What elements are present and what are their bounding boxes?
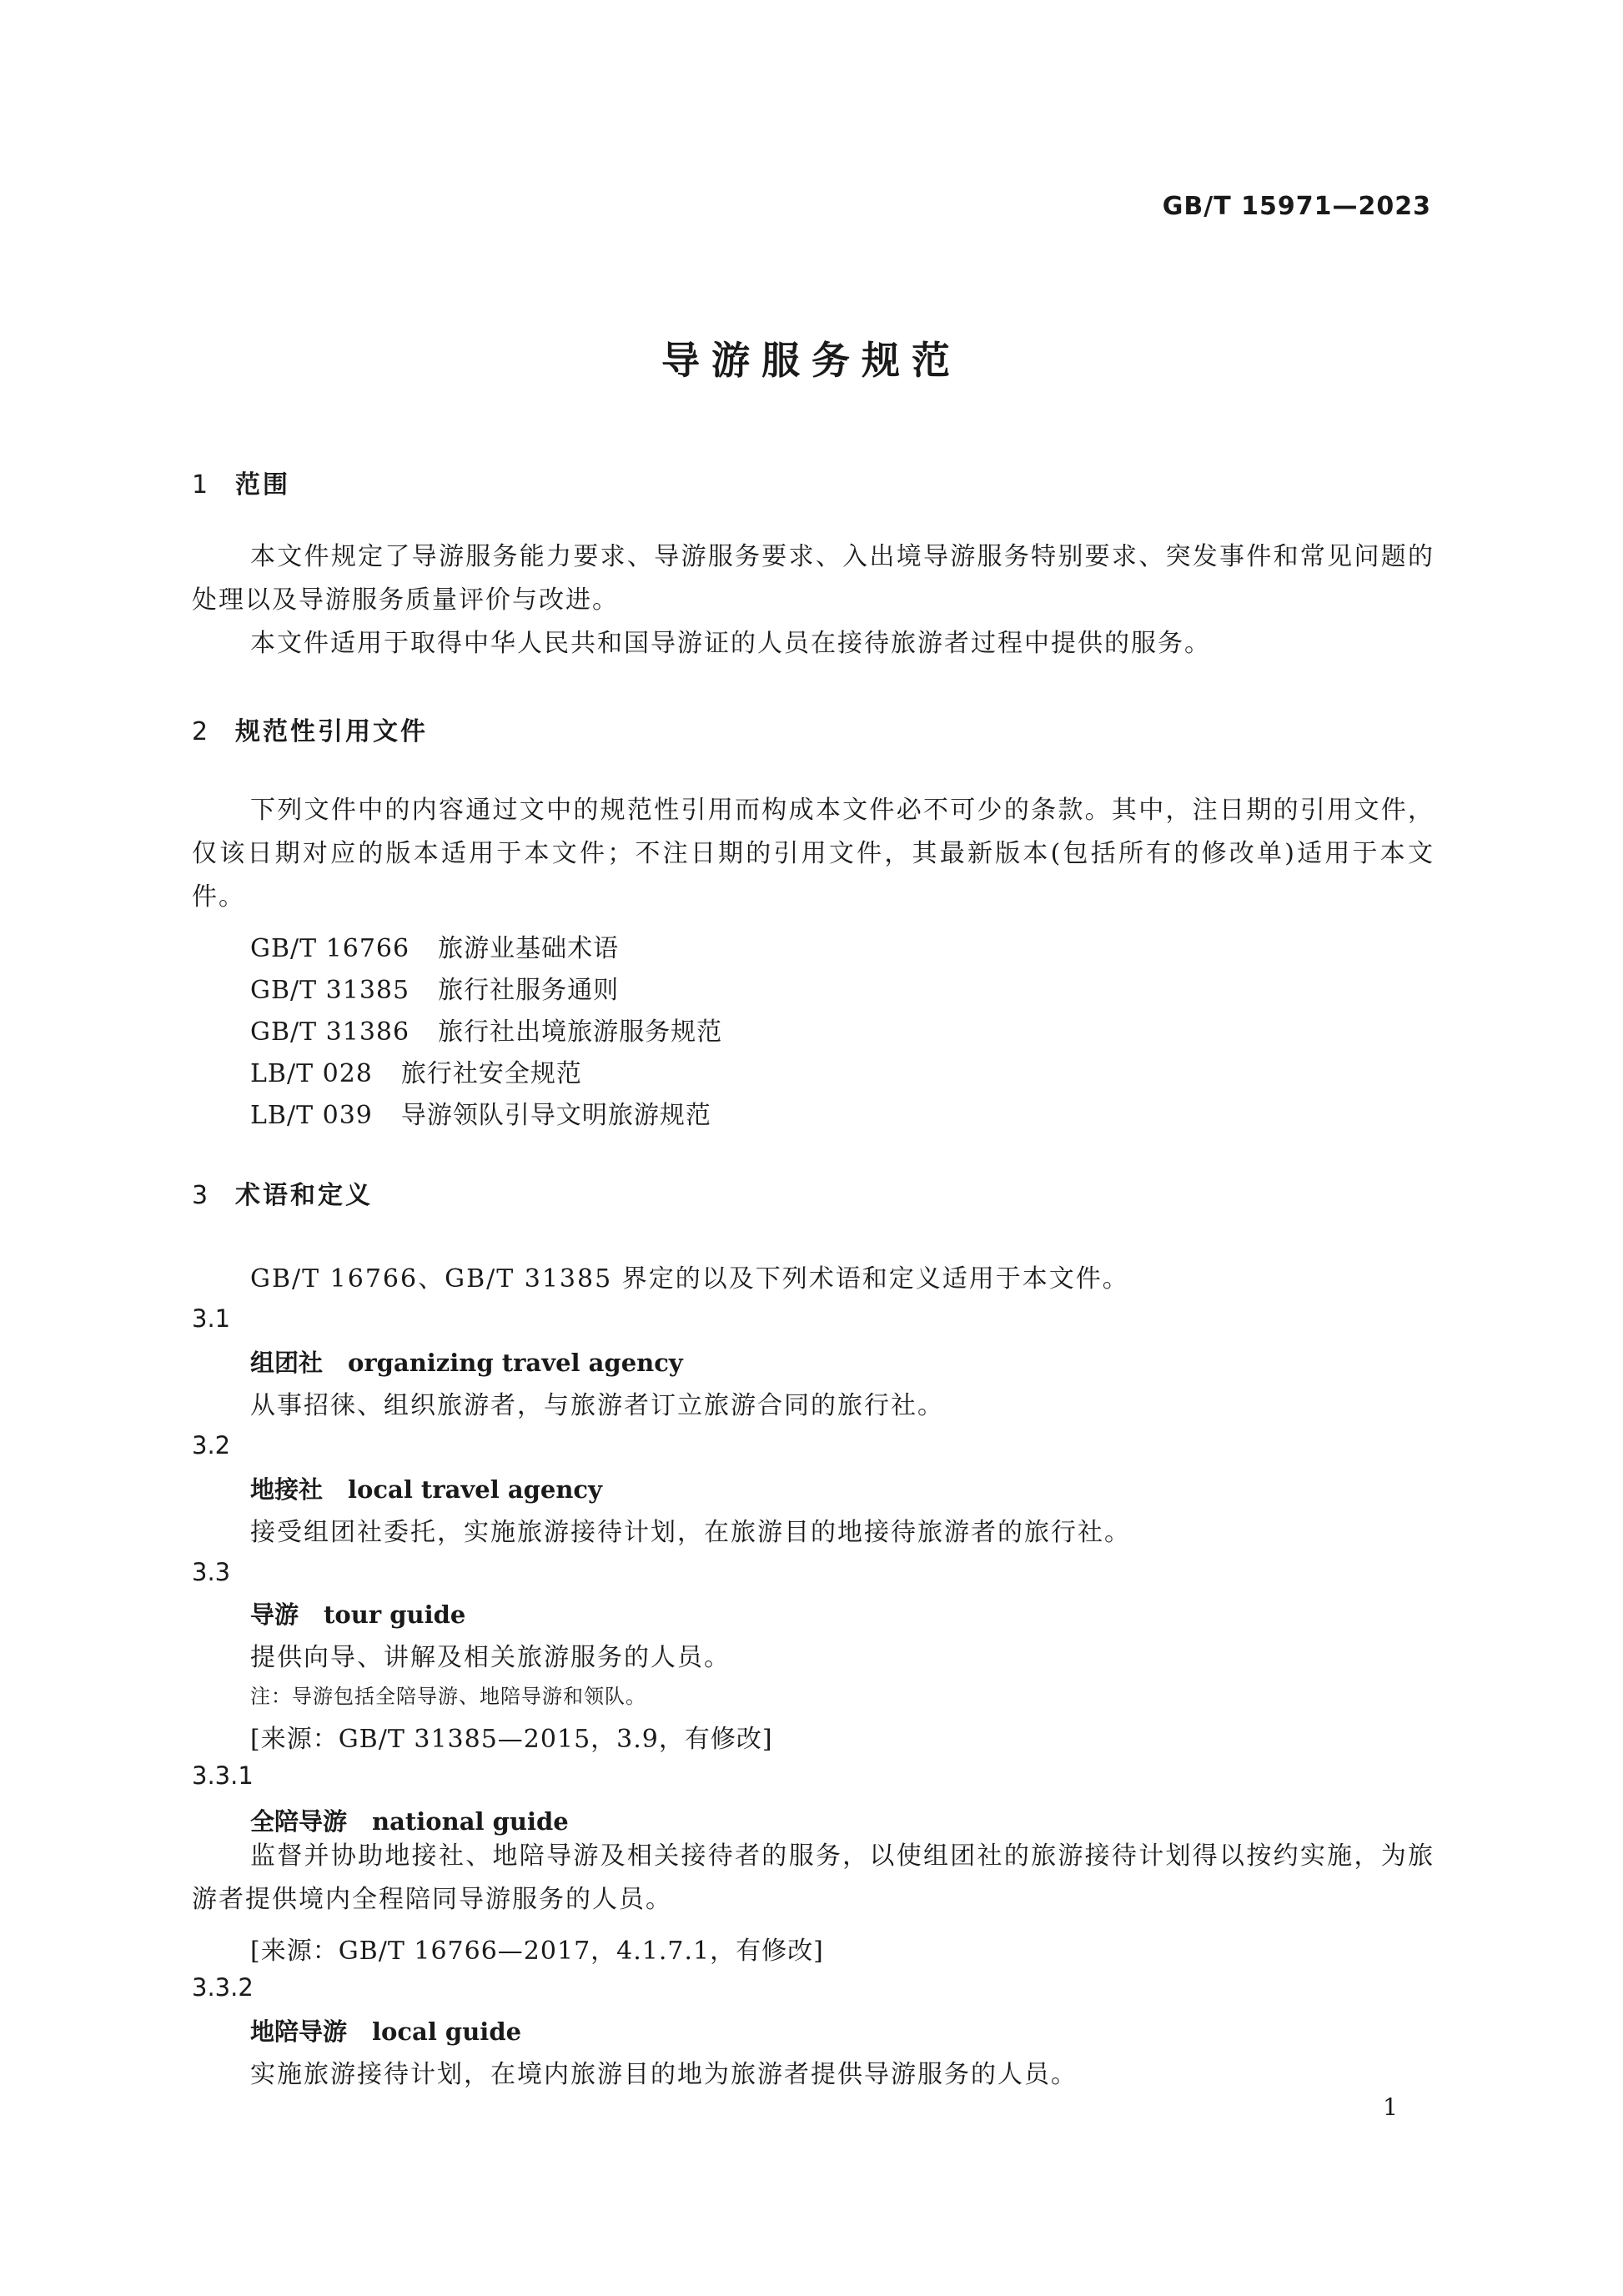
reference-title: 旅行社安全规范 xyxy=(400,1059,582,1088)
reference-item xyxy=(250,927,619,964)
reference-code: GB/T 16766 xyxy=(250,934,410,963)
reference-item xyxy=(250,969,619,1006)
reference-title: 导游领队引导文明旅游规范 xyxy=(400,1101,711,1130)
section-3-heading xyxy=(192,1174,373,1211)
term-en: local travel agency xyxy=(348,1475,602,1504)
reference-item xyxy=(250,1053,582,1089)
term-zh: 组团社 xyxy=(250,1349,324,1377)
document-title: 导游服务规范 xyxy=(661,338,962,383)
term-heading xyxy=(250,1596,465,1630)
reference-title: 旅游业基础术语 xyxy=(438,934,620,963)
reference-title: 旅行社出境旅游服务规范 xyxy=(438,1017,723,1047)
term-zh: 导游 xyxy=(250,1600,299,1629)
reference-code: LB/T 028 xyxy=(250,1059,373,1088)
reference-item xyxy=(250,1011,722,1048)
reference-code: GB/T 31386 xyxy=(250,1017,410,1047)
term-number: 3.3.2 xyxy=(192,1973,254,2002)
normative-references-paragraph: 下列文件中的内容通过文中的规范性引用而构成本文件必不可少的条款。其中，注日期的引用文件，仅该日期对应的版本适用于本文件；不注日期的引用文件，其最新版本(包括所有的修改单)适用于本文件。 xyxy=(192,796,1435,912)
term-number: 3.3 xyxy=(192,1558,231,1586)
term-definition: 监督并协助地接社、地陪导游及相关接待者的服务，以使组团社的旅游接待计划得以按约实施，为旅游者提供境内全程陪同导游服务的人员。 xyxy=(192,1841,1435,1914)
section-title: 术语和定义 xyxy=(235,1181,373,1210)
term-number: 3.3.1 xyxy=(192,1761,254,1790)
term-zh: 地陪导游 xyxy=(250,2017,348,2046)
term-en: organizing travel agency xyxy=(348,1349,683,1377)
term-note: 注：导游包括全陪导游、地陪导游和领队。 xyxy=(250,1685,646,1708)
section-2-heading xyxy=(192,711,428,747)
term-source: [来源：GB/T 31385—2015，3.9，有修改] xyxy=(250,1725,773,1754)
reference-title: 旅行社服务通则 xyxy=(438,976,620,1005)
term-en: national guide xyxy=(372,1807,569,1836)
term-definition: 实施旅游接待计划，在境内旅游目的地为旅游者提供导游服务的人员。 xyxy=(250,2060,1078,2089)
reference-code: LB/T 039 xyxy=(250,1101,373,1130)
term-zh: 地接社 xyxy=(250,1475,324,1504)
term-en: tour guide xyxy=(324,1600,466,1629)
scope-paragraph-2: 本文件适用于取得中华人民共和国导游证的人员在接待旅游者过程中提供的服务。 xyxy=(250,629,1211,658)
scope-paragraph-1: 本文件规定了导游服务能力要求、导游服务要求、入出境导游服务特别要求、突发事件和常见问题的处理以及导游服务质量评价与改进。 xyxy=(192,542,1435,615)
reference-code: GB/T 31385 xyxy=(250,976,410,1005)
term-heading xyxy=(250,2013,521,2047)
term-definition: 接受组团社委托，实施旅游接待计划，在旅游目的地接待旅游者的旅行社。 xyxy=(250,1518,1131,1547)
section-title: 规范性引用文件 xyxy=(235,717,428,746)
term-definition: 从事招徕、组织旅游者，与旅游者订立旅游合同的旅行社。 xyxy=(250,1391,944,1420)
section-number: 2 xyxy=(192,717,209,746)
terms-intro: GB/T 16766、GB/T 31385 界定的以及下列术语和定义适用于本文件。 xyxy=(250,1264,1129,1294)
term-number: 3.2 xyxy=(192,1431,231,1459)
term-number: 3.1 xyxy=(192,1304,231,1333)
section-number: 1 xyxy=(192,470,209,500)
term-heading xyxy=(250,1803,569,1837)
term-heading xyxy=(250,1471,602,1505)
section-number: 3 xyxy=(192,1181,209,1210)
term-heading xyxy=(250,1344,683,1379)
term-source: [来源：GB/T 16766—2017，4.1.7.1，有修改] xyxy=(250,1937,824,1966)
page-number: 1 xyxy=(1383,2093,1398,2121)
section-title: 范围 xyxy=(235,470,290,500)
document-code: GB/T 15971—2023 xyxy=(1162,192,1431,221)
section-1-heading xyxy=(192,464,290,500)
reference-item xyxy=(250,1094,711,1131)
term-en: local guide xyxy=(372,2017,522,2046)
term-zh: 全陪导游 xyxy=(250,1807,348,1836)
term-definition: 提供向导、讲解及相关旅游服务的人员。 xyxy=(250,1643,731,1672)
